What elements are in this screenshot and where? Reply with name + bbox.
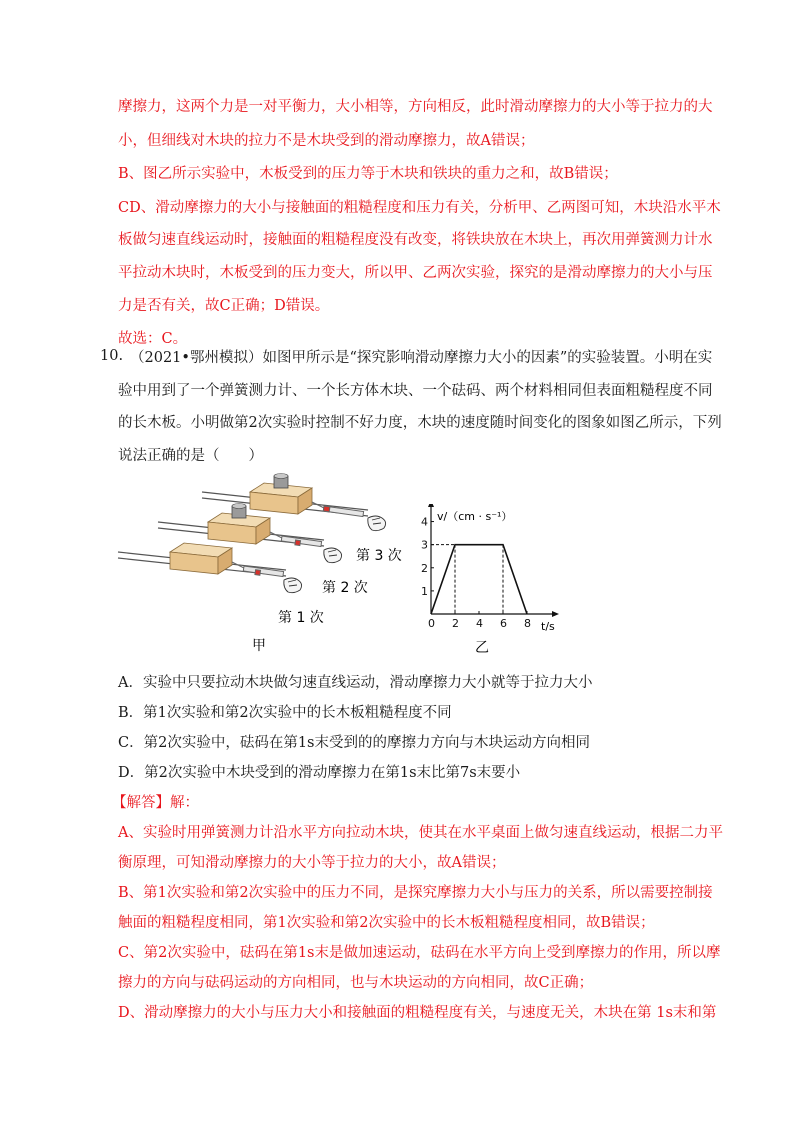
wood-block-3 bbox=[250, 474, 312, 515]
hand-icon bbox=[324, 548, 342, 563]
prev-answer: 故选：C。 bbox=[118, 331, 188, 347]
solution-header: 【解答】解： bbox=[112, 795, 199, 811]
x-tick-label: 0 bbox=[428, 617, 435, 630]
x-tick-label: 8 bbox=[524, 617, 531, 630]
prev-solution-line: 板做匀速直线运动时，接触面的粗糙程度没有改变，将铁块放在木块上，再次用弹簧测力计水 bbox=[118, 232, 713, 248]
option-b: B．第1次实验和第2次实验中的长木板粗糙程度不同 bbox=[118, 705, 452, 721]
option-c: C．第2次实验中，砝码在第1s末受到的的摩擦力方向与木块运动方向相同 bbox=[118, 735, 590, 751]
x-tick-label: 4 bbox=[476, 617, 483, 630]
solution-line: B、第1次实验和第2次实验中的压力不同，是探究摩擦力大小与压力的关系，所以需要控制接 bbox=[118, 885, 713, 901]
question-line: 说法正确的是（ ） bbox=[118, 448, 263, 464]
series-line bbox=[431, 545, 527, 614]
prev-solution-line: 力是否有关，故C正确；D错误。 bbox=[118, 298, 330, 314]
question-line: 的长木板。小明做第2次实验时控制不好力度，木块的速度随时间变化的图象如图乙所示，下列 bbox=[118, 415, 722, 431]
option-d: D．第2次实验中木块受到的滑动摩擦力在第1s末比第7s末要小 bbox=[118, 765, 521, 781]
hand-icon bbox=[368, 516, 386, 531]
hand-icon bbox=[284, 578, 302, 593]
y-tick-label: 3 bbox=[421, 538, 428, 552]
question-number: 10. bbox=[100, 348, 124, 364]
chart-ticks bbox=[421, 516, 531, 630]
prev-solution-line: 摩擦力，这两个力是一对平衡力，大小相等，方向相反，此时滑动摩擦力的大小等于拉力的大 bbox=[118, 99, 713, 115]
y-tick-label: 4 bbox=[421, 515, 428, 529]
x-axis-arrow bbox=[552, 611, 559, 617]
figure-caption-jia: 甲 bbox=[252, 638, 266, 654]
x-axis-label: t/s bbox=[541, 620, 555, 633]
prev-solution-line: 平拉动木块时，木板受到的压力变大，所以甲、乙两次实验，探究的是滑动摩擦力的大小与压 bbox=[118, 265, 713, 281]
prev-solution-line: CD、滑动摩擦力的大小与接触面的粗糙程度和压力有关，分析甲、乙两图可知，木块沿水平木 bbox=[118, 200, 721, 216]
solution-line: D、滑动摩擦力的大小与压力大小和接触面的粗糙程度有关，与速度无关，木块在第 1s末和第 bbox=[118, 1005, 717, 1021]
solution-line: 衡原理，可知滑动摩擦力的大小等于拉力的大小，故A错误； bbox=[118, 855, 506, 871]
question-line: 验中用到了一个弹簧测力计、一个长方体木块、一个砝码、两个材料相同但表面粗糙程度不同 bbox=[118, 383, 713, 399]
x-tick-label: 6 bbox=[500, 617, 507, 630]
prev-solution-line: B、图乙所示实验中，木板受到的压力等于木块和铁块的重力之和，故B错误； bbox=[118, 166, 618, 182]
solution-line: A、实验时用弹簧测力计沿水平方向拉动木块，使其在水平桌面上做匀速直线运动，根据二力平 bbox=[118, 825, 723, 841]
velocity-time-chart bbox=[415, 504, 565, 656]
y-axis-label: v/（cm · s⁻¹） bbox=[437, 510, 513, 523]
question-line: （2021•鄂州模拟）如图甲所示是“探究影响滑动摩擦力大小的因素”的实验装置。小明在实 bbox=[130, 350, 713, 366]
option-a: A．实验中只要拉动木块做匀速直线运动，滑动摩擦力大小就等于拉力大小 bbox=[118, 675, 593, 691]
y-axis-arrow bbox=[428, 504, 434, 507]
trial-2-label: 第 2 次 bbox=[322, 580, 368, 596]
solution-line: 触面的粗糙程度相同，第1次实验和第2次实验中的长木板粗糙程度相同，故B错误； bbox=[118, 915, 655, 931]
y-tick-label: 1 bbox=[421, 584, 428, 598]
experiment-figure bbox=[110, 470, 410, 660]
wood-block-1 bbox=[170, 543, 232, 574]
chart-guides bbox=[431, 545, 503, 614]
trial-1-label: 第 1 次 bbox=[278, 610, 324, 626]
solution-line: C、第2次实验中，砝码在第1s末是做加速运动，砝码在水平方向上受到摩擦力的作用，所以摩 bbox=[118, 945, 721, 961]
x-tick-label: 2 bbox=[452, 617, 459, 630]
figure-caption-yi: 乙 bbox=[475, 640, 489, 656]
prev-solution-line: 小，但细线对木块的拉力不是木块受到的滑动摩擦力，故A错误； bbox=[118, 133, 535, 149]
y-tick-label: 2 bbox=[421, 561, 428, 575]
trial-3-label: 第 3 次 bbox=[356, 548, 402, 564]
solution-line: 擦力的方向与砝码运动的方向相同，也与木块运动的方向相同，故C正确； bbox=[118, 975, 594, 991]
